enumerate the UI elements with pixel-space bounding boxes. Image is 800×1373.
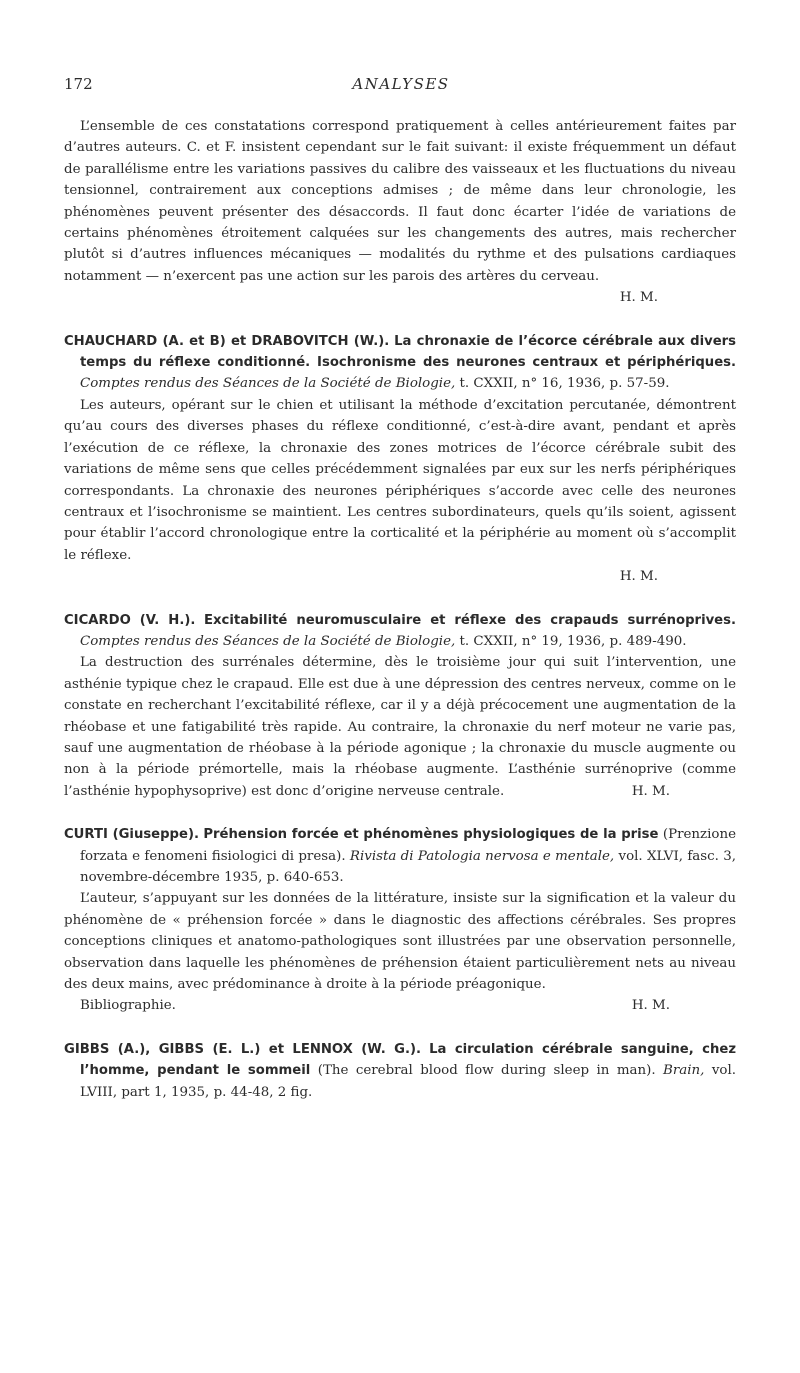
citation-subtitle: (Prenzione forzata e fenomeni fisiologici di presa).: [80, 827, 736, 864]
intro-paragraph: L’ensemble de ces constatations correspond pratiquement à celles antérieurement faites par d’autres auteurs. C. et F. insistent cependant sur le fait suivant: il existe fréquemment un défaut de parallélisme entre les variations passives du calibre des vaisseaux et les fluctuations du niveau tensionnel, contrairement aux conceptions admises ; de même dans leur chronologie, les phénomènes peuvent présenter des désaccords. Il faut donc écarter l’idée de variations de certains phénomènes étroitement calquées sur les changements des autres, mais rechercher plutôt si d’autres influences mécaniques — modalités du rythme et des pulsations cardiaques notamment — n’exercent pas une action sur les parois des artères du cerveau.: [64, 119, 736, 284]
running-title: ANALYSES: [352, 75, 450, 93]
page-number: 172: [64, 75, 93, 93]
citation: [64, 824, 736, 888]
citation-authors: CICARDO (V. H.).: [64, 612, 196, 628]
citation-journal: Brain,: [663, 1063, 705, 1079]
citation-subtitle: (The cerebral blood flow during sleep in man).: [317, 1063, 656, 1079]
citation: [64, 610, 736, 653]
citation-journal: Rivista di Patologia nervosa e mentale,: [349, 848, 615, 864]
citation-journal: Comptes rendus des Séances de la Société de Biologie,: [80, 633, 456, 649]
citation-reference: vol. LVIII, part 1, 1935, p. 44-48, 2 fig.: [80, 1063, 737, 1100]
citation-authors: CHAUCHARD (A. et B) et DRABOVITCH (W.).: [64, 333, 390, 349]
citation-title: La chronaxie de l’écorce cérébrale aux divers temps du réflexe conditionné. Isochronisme des neurones centraux et périphériques.: [80, 333, 737, 371]
intro-signature: H. M.: [619, 290, 658, 306]
citation-authors: GIBBS (A.), GIBBS (E. L.) et LENNOX (W. G.).: [64, 1041, 422, 1057]
abstract-text: L’auteur, s’appuyant sur les données de la littérature, insiste sur la signification et la valeur du phénomène de « préhension forcée » dans le diagnostic des affections cérébrales. Ses propres conceptions cliniques et anatomo-pathologiques sont illustrées par une observation personnelle, observation dans laquelle les phénomènes de préhension étaient particulièrement nets au niveau des deux mains, avec prédominance à droite à la période préagonique.: [64, 891, 736, 993]
abstract-entry-chauchard: [64, 331, 736, 588]
abstract-signature: H. M.: [631, 783, 670, 799]
page-body: [64, 116, 736, 1103]
citation-reference: vol. XLVI, fasc. 3, novembre-décembre 1935, p. 640-653.: [80, 848, 736, 885]
citation-journal: Comptes rendus des Séances de la Société de Biologie,: [80, 376, 456, 392]
abstract-signature: H. M.: [631, 998, 670, 1014]
abstract-signature: H. M.: [619, 569, 658, 585]
citation: [64, 1039, 736, 1103]
abstract-footer: [64, 995, 736, 1016]
abstract-entry-cicardo: [64, 610, 736, 803]
citation: [64, 331, 736, 395]
page-header: [64, 75, 738, 97]
abstract-entry-curti: [64, 824, 736, 1017]
citation-title: Excitabilité neuromusculaire et réflexe des crapauds surrénoprives.: [204, 612, 736, 628]
citation-authors: CURTI (Giuseppe).: [64, 827, 199, 843]
abstract-text: La destruction des surrénales détermine, dès le troisième jour qui suit l’intervention, une asthénie typique chez le crapaud. Elle est due à une dépression des centres nerveux, comme on le constate en recherchant l’excitabilité réflexe, car il y a déjà précocement une augmentation de la rhéobase et une fatigabilité très rapide. Au contraire, la chronaxie du nerf moteur ne varie pas, sauf une augmentation de rhéobase à la période agonique ; la chronaxie du muscle augmente ou non à la période prémortelle, mais la rhéobase augmente. L’asthénie surrénoprive (comme l’asthénie hypophysoprive) est donc d’origine nerveuse centrale.: [64, 655, 736, 799]
citation-title: Préhension forcée et phénomènes physiologiques de la prise: [203, 827, 659, 843]
abstract-paragraph: [64, 652, 736, 802]
abstract-text: Les auteurs, opérant sur le chien et utilisant la méthode d’excitation percutanée, démontrent qu’au cours des diverses phases du réflexe conditionné, c’est-à-dire avant, pendant et après l’exécution de ce réflexe, la chronaxie des zones motrices de l’écorce cérébrale subit des variations de même sens que celles précédemment signalées par eux sur les nerfs périphériques correspondants. La chronaxie des neurones périphériques s’accorde avec celle des neurones centraux et l’isochronisme se maintient. Les centres subordinateurs, quels qu’ils soient, agissent pour établir l’accord chronologique entre la corticalité et la périphérie au moment où s’accomplit le réflexe.: [64, 397, 736, 563]
citation-reference: t. CXXII, n° 16, 1936, p. 57-59.: [459, 376, 670, 392]
citation-reference: t. CXXII, n° 19, 1936, p. 489-490.: [459, 633, 687, 649]
abstract-entry-gibbs: [64, 1039, 736, 1103]
bibliography-note: Bibliographie.: [80, 998, 176, 1014]
citation-title: La circulation cérébrale sanguine, chez l’homme, pendant le sommeil: [80, 1041, 737, 1079]
